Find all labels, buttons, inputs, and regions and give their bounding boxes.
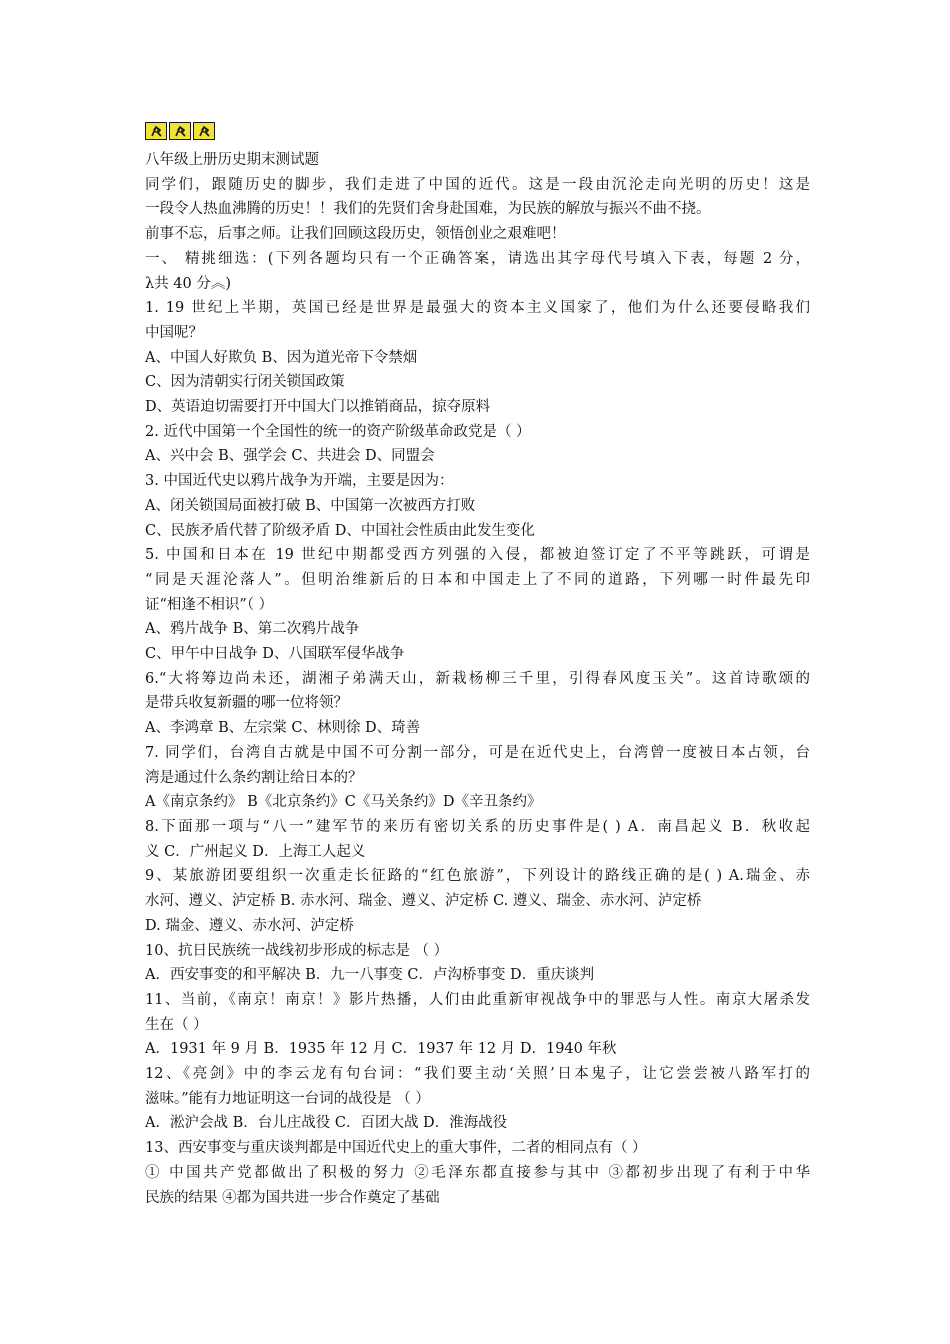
text-line: A、李鸿章 B、左宗棠 C、林则徐 D、琦善 [145, 720, 421, 737]
text-line: 一、 精挑细选：(下列各题均只有一个正确答案，请选出其字母代号填入下表，每题 2 分， [145, 250, 810, 267]
ribbon-badge-icon [145, 122, 167, 140]
text-line: 一段令人热血沸腾的历史！！我们的先贤们舍身赴国难，为民族的解放与振兴不曲不挠。 [145, 201, 711, 218]
text-line: A、闭关锁国局面被打破 B、中国第一次被西方打败 [145, 497, 476, 514]
text-line: 9、某旅游团要组织一次重走长征路的“红色旅游”，下列设计的路线正确的是( ) A.瑞金、赤 [145, 868, 810, 885]
text-line: C、甲午中日战争 D、八国联军侵华战争 [145, 646, 405, 663]
text-line: 同学们，跟随历史的脚步，我们走进了中国的近代。这是一段由沉沦走向光明的历史！这是 [145, 176, 810, 193]
text-line: 生在（ ） [145, 1016, 208, 1033]
text-line: 6.“大将筹边尚未还，湖湘子弟满天山，新栽杨柳三千里，引得春风度玉关”。这首诗歌颂的 [145, 670, 810, 687]
text-line: 12、《亮剑》中的李云龙有句台词：“我们要主动‘关照’日本鬼子，让它尝尝被八路军打的 [145, 1066, 810, 1083]
ribbon-badge-icon [169, 122, 191, 140]
text-line: A．1931 年 9 月 B．1935 年 12 月 C．1937 年 12 月 D．1940 年秋 [145, 1041, 617, 1058]
text-line: “同是天涯沦落人”。但明治维新后的日本和中国走上了不同的道路，下列哪一时件最先印 [145, 571, 810, 588]
text-line: 5. 中国和日本在 19 世纪中期都受西方列强的入侵，都被迫签订定了不平等跳跃，可谓是 [145, 547, 810, 564]
logo-strip [145, 122, 810, 140]
document-page [145, 122, 810, 1210]
text-line: A．西安事变的和平解决 B．九一八事变 C．卢沟桥事变 D．重庆谈判 [145, 967, 595, 984]
text-line: λ共 40 分︽) [145, 275, 232, 292]
text-line: 滋味。”能有力地证明这一台词的战役是 （ ） [145, 1090, 430, 1107]
text-line: 2. 近代中国第一个全国性的统一的资产阶级革命政党是（ ） [145, 423, 531, 440]
text-line: 1. 19 世纪上半期，英国已经是世界是最强大的资本主义国家了，他们为什么还要侵略我们 [145, 300, 810, 317]
ribbon-badge-icon [193, 122, 215, 140]
document-body [145, 148, 810, 1210]
text-line: 13、西安事变与重庆谈判都是中国近代史上的重大事件，二者的相同点有（ ） [145, 1140, 647, 1157]
text-line: D、英语迫切需要打开中国大门以推销商品，掠夺原料 [145, 399, 491, 416]
text-line: 湾是通过什么条约割让给日本的？ [145, 769, 363, 786]
text-line: C、民族矛盾代替了阶级矛盾 D、中国社会性质由此发生变化 [145, 522, 535, 539]
text-line: 10、抗日民族统一战线初步形成的标志是 （ ） [145, 942, 449, 959]
text-line: 7. 同学们，台湾自古就是中国不可分割一部分，可是在近代史上，台湾曾一度被日本占领，台 [145, 744, 810, 761]
text-line: 3. 中国近代史以鸦片战争为开端，主要是因为： [145, 473, 454, 490]
text-line: A、鸦片战争 B、第二次鸦片战争 [145, 621, 360, 638]
text-line: 义 C．广州起义 D．上海工人起义 [145, 843, 366, 860]
document-title: 八年级上册历史期末测试题 [145, 152, 319, 168]
text-line: A、中国人好欺负 B、因为道光帝下令禁烟 [145, 349, 418, 366]
text-line: 中国呢？ [145, 324, 203, 341]
text-line: 11、当前，《南京！南京！》影片热播，人们由此重新审视战争中的罪恶与人性。南京大屠杀发 [145, 991, 810, 1008]
text-line: A．淞沪会战 B．台儿庄战役 C．百团大战 D．淮海战役 [145, 1115, 508, 1132]
text-line: D. 瑞金、遵义、赤水河、泸定桥 [145, 917, 354, 934]
text-line: 8.下面那一项与“八一”建军节的来历有密切关系的历史事件是( ) A．南昌起义 B．秋收起 [145, 818, 810, 835]
text-line: ① 中国共产党都做出了积极的努力 ②毛泽东都直接参与其中 ③都初步出现了有利于中华 [145, 1164, 810, 1181]
text-line: A、兴中会 B、强学会 C、共进会 D、同盟会 [145, 448, 435, 465]
text-line: 是带兵收复新疆的哪一位将领？ [145, 695, 348, 712]
text-line: 证“相逢不相识”（ ） [145, 596, 274, 613]
text-line: 前事不忘，后事之师。让我们回顾这段历史，领悟创业之艰难吧！ [145, 226, 566, 243]
text-line: C、因为清朝实行闭关锁国政策 [145, 374, 345, 391]
text-line: 水河、遵义、泸定桥 B. 赤水河、瑞金、遵义、泸定桥 C. 遵义、瑞金、赤水河、泸定桥 [145, 893, 702, 910]
text-line: A《南京条约》 B《北京条约》C《马关条约》D《辛丑条约》 [145, 794, 542, 811]
text-line: 民族的结果 ④都为国共进一步合作奠定了基础 [145, 1189, 440, 1206]
